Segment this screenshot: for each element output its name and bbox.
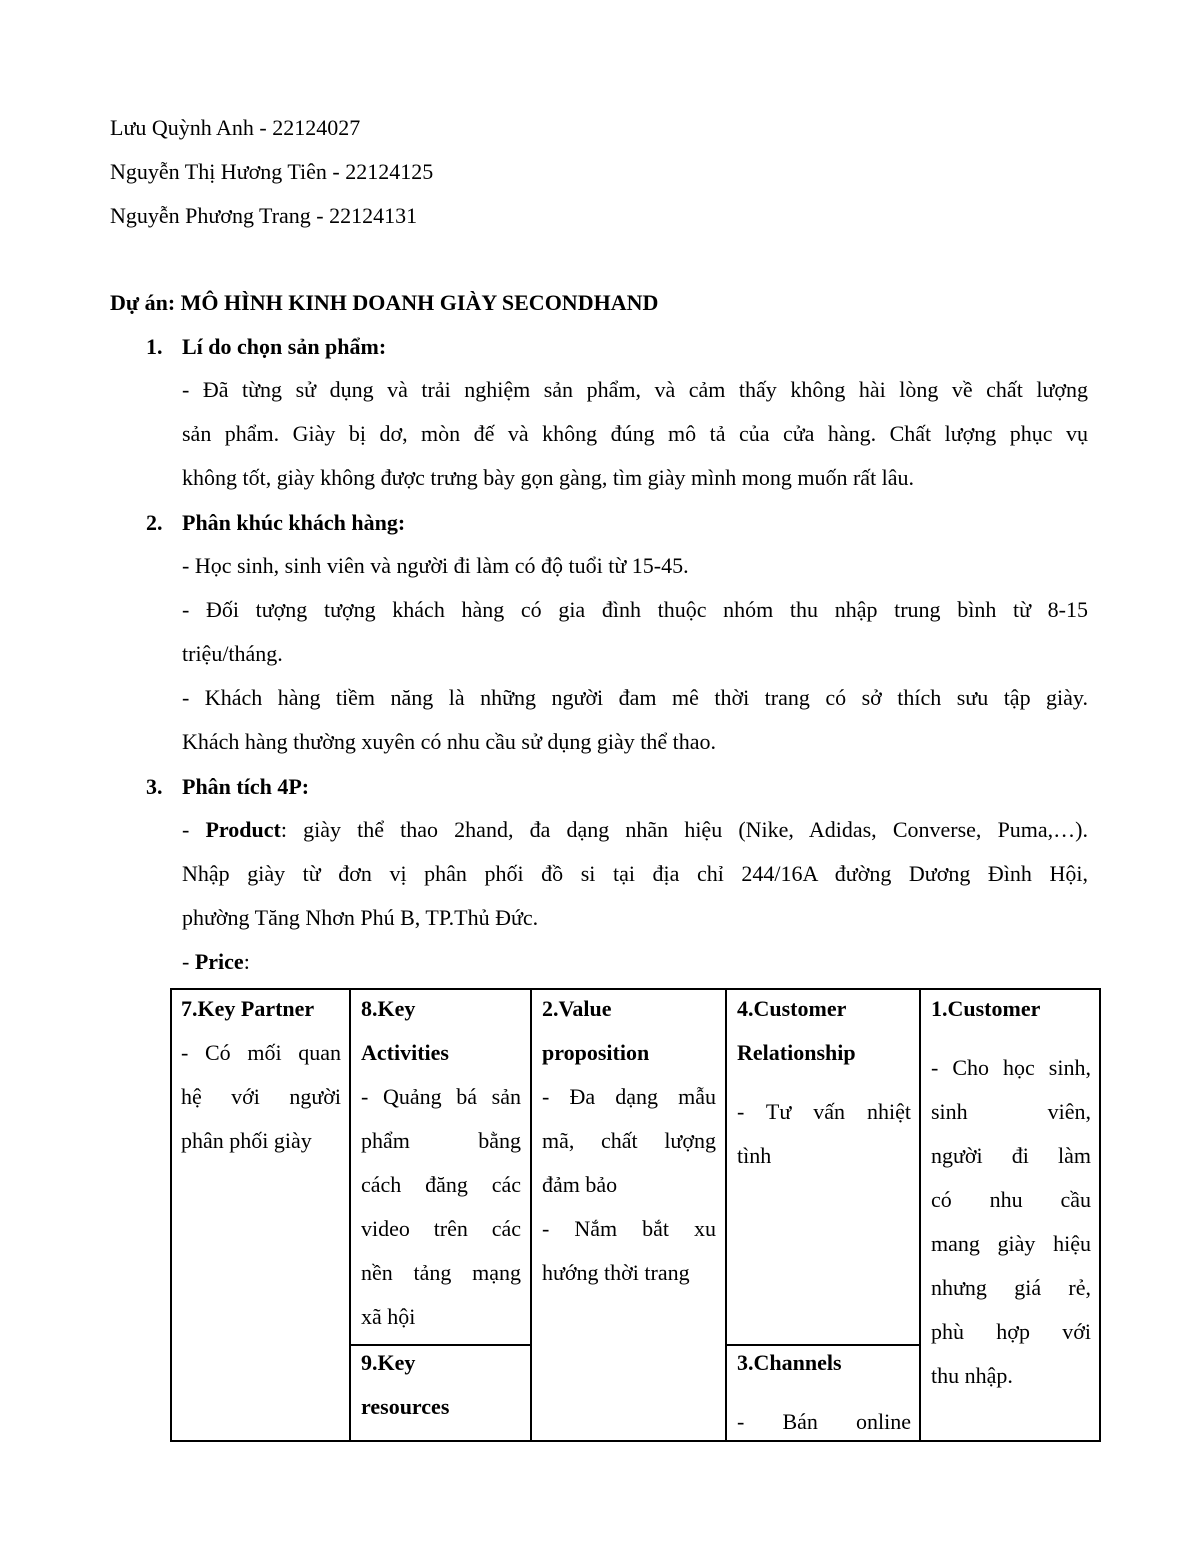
section-2-line-3a: - Khách hàng tiềm năng là những người đam mê thời trang có sở thích sưu tập giày. xyxy=(182,685,1088,710)
section-2-line-2b: triệu/tháng. xyxy=(182,641,283,666)
section-1-body xyxy=(182,368,1088,500)
section-2-body xyxy=(182,544,1088,764)
key-activities-line: nền tảng mạng xyxy=(361,1260,521,1285)
customer-relationship-line: - Tư vấn nhiệt xyxy=(737,1099,911,1124)
price-line xyxy=(182,940,1088,984)
section-1-line-2: sản phẩm. Giày bị dơ, mòn đế và không đúng mô tả của cửa hàng. Chất lượng phục vụ xyxy=(182,421,1088,446)
product-text: : giày thể thao 2hand, đa dạng nhãn hiệu (Nike, Adidas, Converse, Puma,…). xyxy=(280,817,1089,842)
section-3-body xyxy=(182,808,1088,984)
section-2-line-2a: - Đối tượng tượng khách hàng có gia đình thuộc nhóm thu nhập trung bình từ 8-15 xyxy=(182,597,1088,622)
section-2-line-3b: Khách hàng thường xuyên có nhu cầu sử dụng giày thể thao. xyxy=(182,729,717,754)
key-partner-line: - Có mối quan xyxy=(181,1040,341,1065)
customer-relationship-title-2: Relationship xyxy=(737,1040,856,1065)
section-1-line-1: - Đã từng sử dụng và trải nghiệm sản phẩm, và cảm thấy không hài lòng về chất lượng xyxy=(182,377,1088,402)
section-1-number: 1. xyxy=(146,334,163,359)
customer-segments-line: mang giày hiệu xyxy=(931,1231,1091,1256)
key-partner-line: hệ với người xyxy=(181,1084,341,1109)
section-2-heading: Phân khúc khách hàng: xyxy=(182,510,406,535)
cell-key-activities xyxy=(361,987,521,1339)
customer-segments-line: phù hợp với xyxy=(931,1319,1091,1344)
price-label: Price xyxy=(194,949,244,974)
table-divider xyxy=(530,990,532,1440)
author-line-2: Nguyễn Thị Hương Tiên - 22124125 xyxy=(110,159,434,184)
value-proposition-line: mã, chất lượng xyxy=(542,1128,716,1153)
key-resources-title-2: resources xyxy=(361,1394,450,1419)
key-activities-line: video trên các xyxy=(361,1216,521,1241)
key-partner-title: 7.Key Partner xyxy=(181,996,315,1021)
key-activities-line: phẩm bằng xyxy=(361,1128,521,1153)
value-proposition-title-2: proposition xyxy=(542,1040,650,1065)
section-3-number: 3. xyxy=(146,774,163,799)
key-resources-title-1: 9.Key xyxy=(361,1350,416,1375)
customer-segments-line: thu nhập. xyxy=(931,1363,1013,1388)
customer-segments-line: có nhu cầu xyxy=(931,1187,1091,1212)
product-dash: - xyxy=(182,817,206,842)
product-line-3: phường Tăng Nhơn Phú B, TP.Thủ Đức. xyxy=(182,905,539,930)
customer-segments-line: người đi làm xyxy=(931,1143,1091,1168)
project-title: MÔ HÌNH KINH DOANH GIÀY SECONDHAND xyxy=(180,290,659,315)
section-2-line-1: - Học sinh, sinh viên và người đi làm có độ tuổi từ 15-45. xyxy=(182,553,689,578)
value-proposition-title-1: 2.Value xyxy=(542,996,612,1021)
project-heading xyxy=(110,289,658,317)
table-divider xyxy=(349,990,351,1440)
customer-relationship-title-1: 4.Customer xyxy=(737,996,847,1021)
cell-customer-relationship xyxy=(737,987,911,1178)
table-divider xyxy=(725,990,727,1440)
business-model-canvas-table xyxy=(170,988,1101,1442)
cell-value-proposition xyxy=(542,987,716,1295)
value-proposition-line: hướng thời trang xyxy=(542,1260,690,1285)
price-colon: : xyxy=(243,949,250,974)
author-line-3: Nguyễn Phương Trang - 22124131 xyxy=(110,203,418,228)
cell-key-resources xyxy=(361,1341,521,1429)
customer-segments-line: - Cho học sinh, xyxy=(931,1055,1091,1080)
key-activities-title-2: Activities xyxy=(361,1040,449,1065)
cell-channels xyxy=(737,1341,911,1444)
customer-segments-line: nhưng giá rẻ, xyxy=(931,1275,1091,1300)
cell-key-partner xyxy=(181,987,341,1163)
key-activities-line: cách đăng các xyxy=(361,1172,521,1197)
section-3-heading: Phân tích 4P: xyxy=(182,774,310,799)
section-2-number: 2. xyxy=(146,510,163,535)
channels-title: 3.Channels xyxy=(737,1350,842,1375)
price-dash: - xyxy=(182,949,195,974)
table-divider xyxy=(919,990,921,1440)
cell-customer-segments xyxy=(931,987,1091,1398)
product-label: Product xyxy=(205,817,281,842)
section-1-heading: Lí do chọn sản phẩm: xyxy=(182,334,387,359)
value-proposition-line: đảm bảo xyxy=(542,1172,618,1197)
value-proposition-line: - Đa dạng mẫu xyxy=(542,1084,716,1109)
customer-relationship-line: tình xyxy=(737,1143,772,1168)
product-line-2: Nhập giày từ đơn vị phân phối đồ si tại địa chỉ 244/16A đường Dương Đình Hội, xyxy=(182,861,1088,886)
value-proposition-line: - Nắm bắt xu xyxy=(542,1216,716,1241)
product-line-1 xyxy=(182,808,1088,852)
customer-segments-title: 1.Customer xyxy=(931,996,1041,1021)
key-partner-line: phân phối giày xyxy=(181,1128,312,1153)
key-activities-line: xã hội xyxy=(361,1304,416,1329)
channels-line: - Bán online xyxy=(737,1409,911,1434)
author-line-1: Lưu Quỳnh Anh - 22124027 xyxy=(110,115,361,140)
section-1-line-3: không tốt, giày không được trưng bày gọn gàng, tìm giày mình mong muốn rất lâu. xyxy=(182,465,915,490)
key-activities-line: - Quảng bá sản xyxy=(361,1084,521,1109)
customer-segments-line: sinh viên, xyxy=(931,1099,1091,1124)
key-activities-title-1: 8.Key xyxy=(361,996,416,1021)
project-label: Dự án: xyxy=(110,290,176,315)
